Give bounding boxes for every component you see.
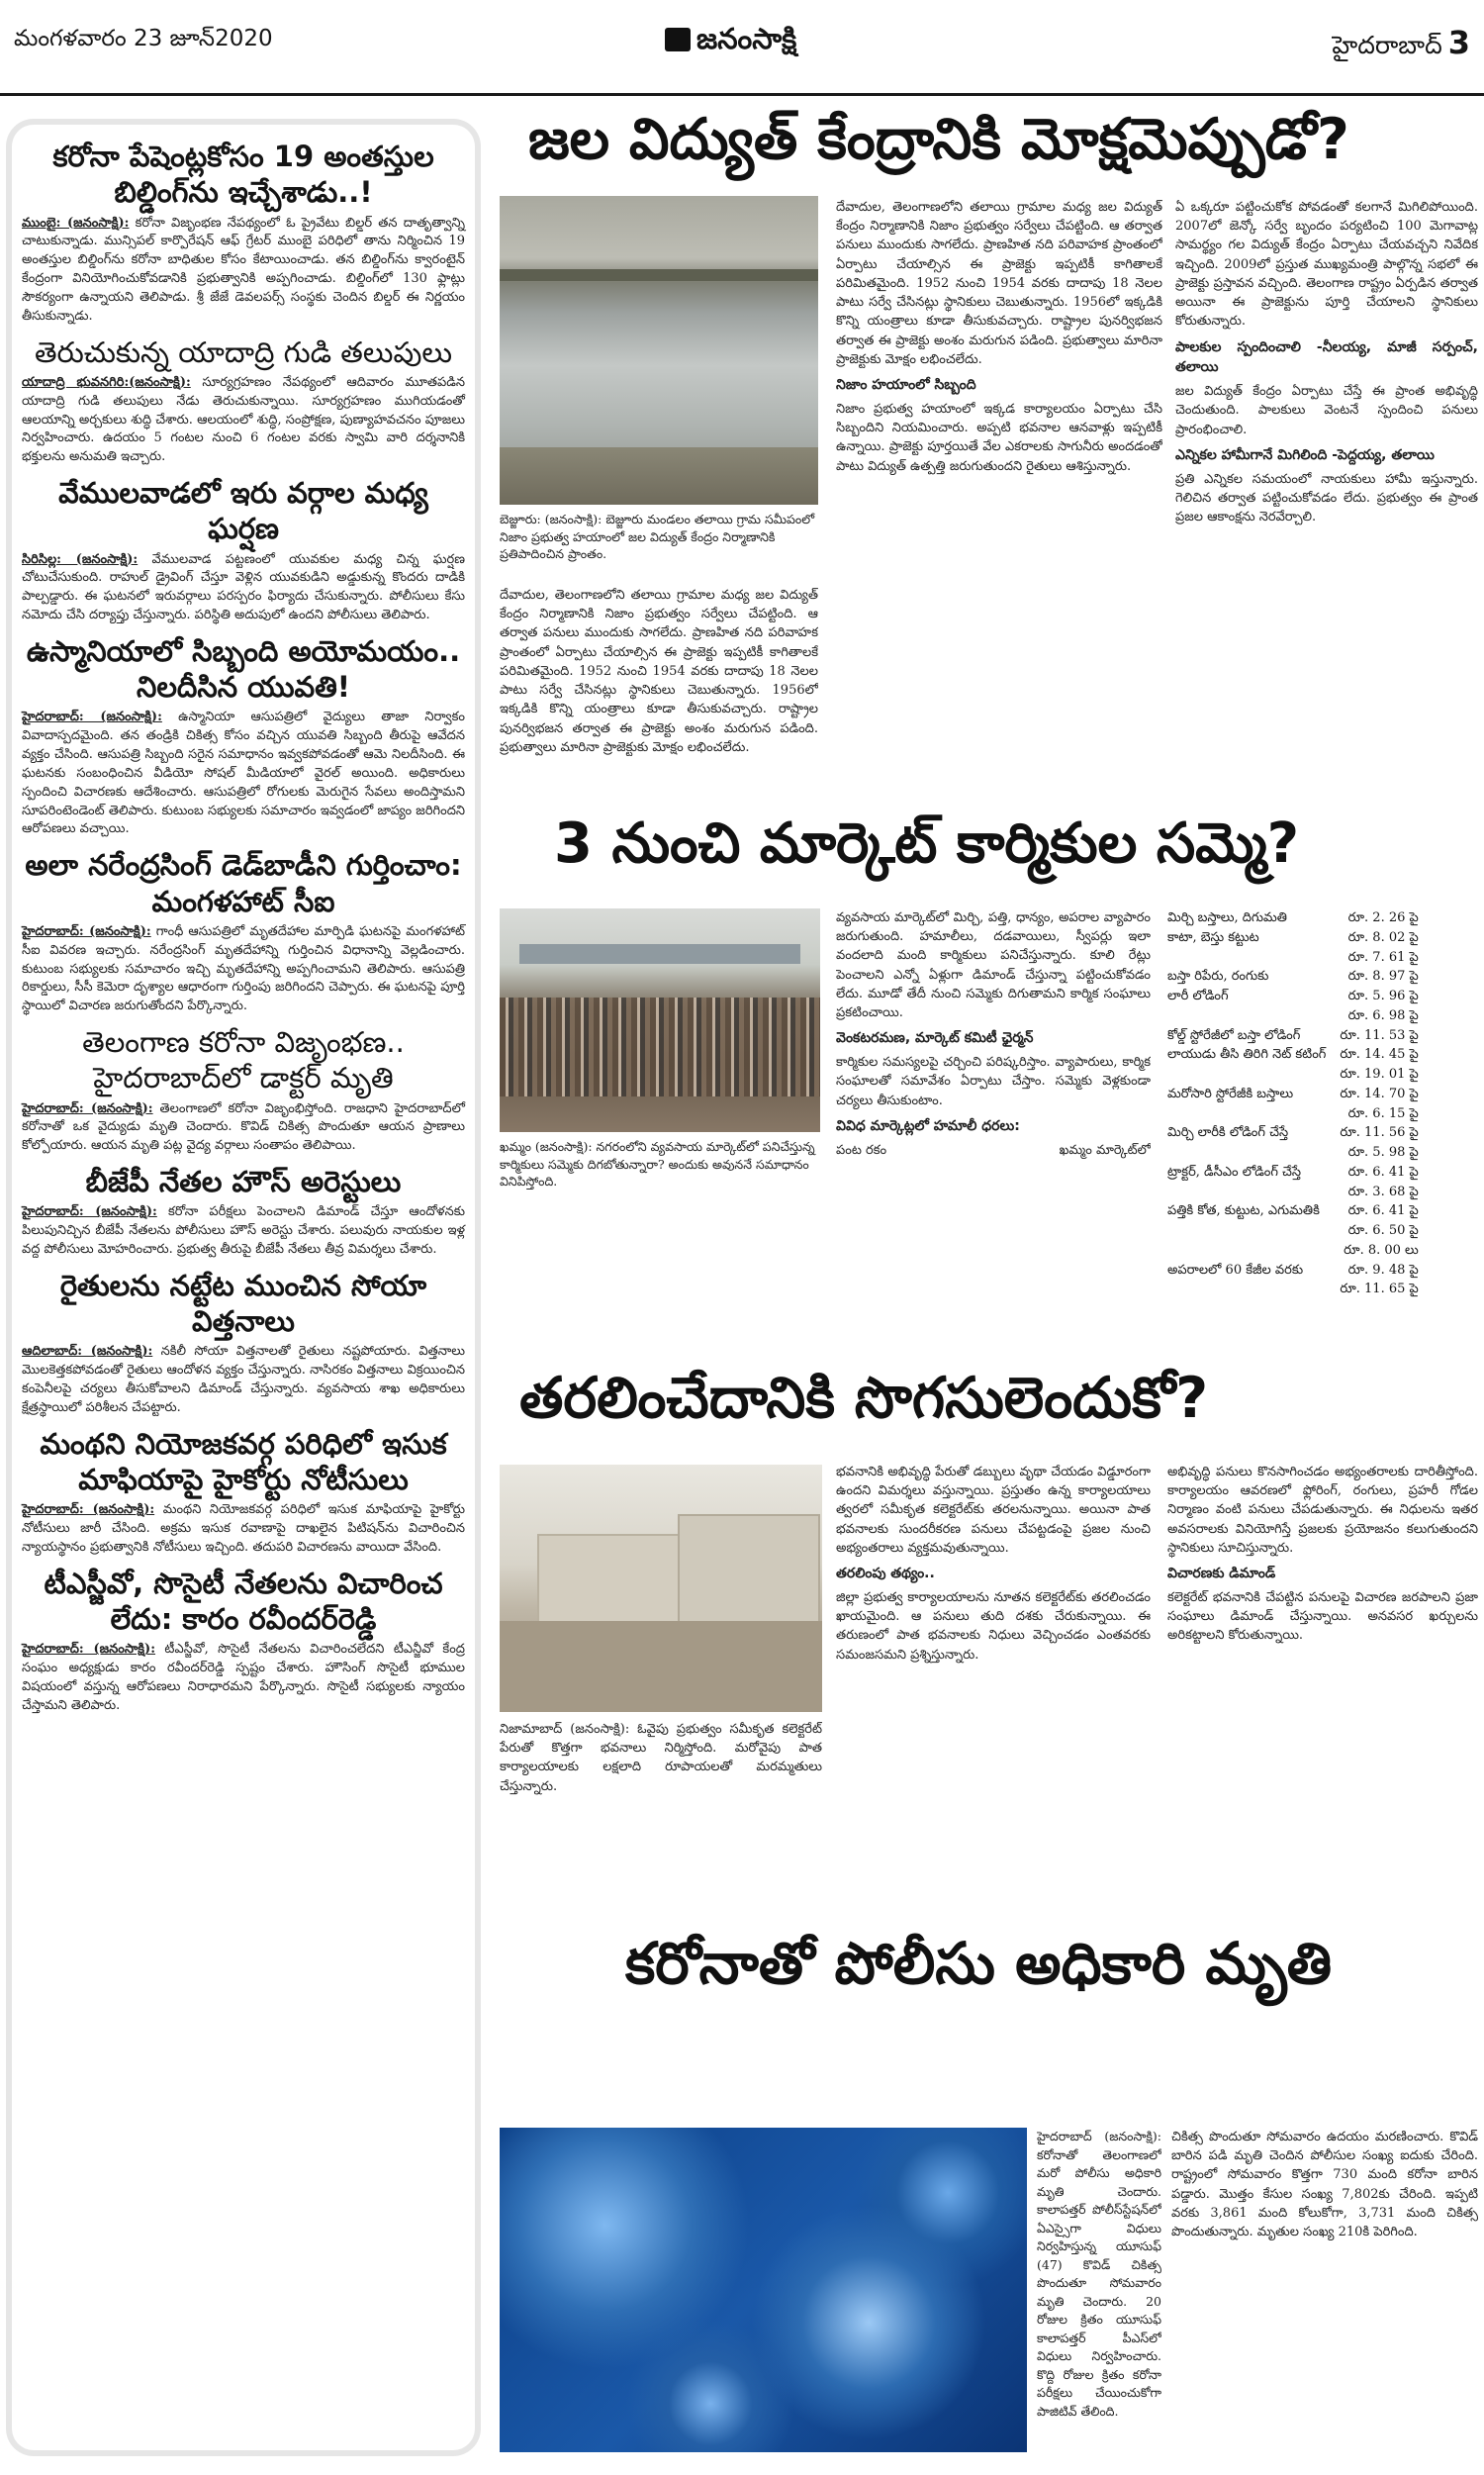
price-item bbox=[1167, 1065, 1332, 1085]
story-paragraph: ఏ ఒక్కరూ పట్టించుకోక పోవడంతో కలగానే మిగిలిపోయింది. 2007లో జెన్కో సర్వే బృందం పర్యటించి 100 మెగావాట్ల సామర్థ్యం గల విద్యుత్ కేంద్రం ఏర్పాటు చేయవచ్చని నివేదిక ఇచ్చింది. 2009లో ప్రస్తుత ముఖ్యమంత్రి పాల్గొన్న సభలో ఈ ప్రాజెక్టు ప్రస్తావన వచ్చింది. తెలంగాణ రాష్ట్రం ఏర్పడిన తర్వాత అయినా ఈ ప్రాజెక్టును పూర్తి చేయాలని స్థానికులు కోరుతున్నారు. bbox=[1175, 200, 1478, 330]
photo-caption: ఖమ్మం (జనంసాక్షి): నగరంలోని వ్యవసాయ మార్కెట్‌లో పనిచేస్తున్న కార్మికులు సమ్మెకు దిగబోతున్నారా? అందుకు అవుననే సమాధానం వినిపిస్తోంది. bbox=[500, 1139, 815, 1189]
office-building-photo bbox=[500, 1465, 822, 1712]
virus-illustration bbox=[500, 2128, 1027, 2452]
sidebar-article bbox=[22, 633, 465, 839]
article-headline: వేములవాడలో ఇరు వర్గాల మధ్య ఘర్షణ bbox=[58, 476, 428, 546]
article-body bbox=[22, 1501, 465, 1558]
price-row bbox=[1167, 928, 1425, 948]
price-row bbox=[1167, 1261, 1425, 1281]
price-rate: రూ. 11. 65 పై bbox=[1340, 1282, 1419, 1297]
article-body bbox=[22, 374, 465, 467]
article-headline: టీఎస్జీవో, సొసైటీ నేతలను విచారించ లేదు: కారం రవీందర్‌రెడ్డి bbox=[44, 1566, 443, 1636]
price-item: అపరాలలో 60 కేజీల వరకు bbox=[1167, 1262, 1304, 1278]
price-row bbox=[1167, 1241, 1425, 1261]
article-headline: తెరుచుకున్న యాదాద్రి గుడి తలుపులు bbox=[35, 334, 452, 369]
article-headline: కరోనా పేషెంట్లకోసం 19 అంతస్తుల బిల్డింగ్‌ను ఇచ్చేశాడు..! bbox=[52, 140, 434, 210]
dateline: ముంబై: (జనంసాక్షి): bbox=[22, 215, 130, 231]
story-subhead: తరలింపు తథ్యం.. bbox=[836, 1566, 935, 1582]
logo-icon bbox=[665, 28, 691, 51]
article-body bbox=[22, 1641, 465, 1715]
price-rate: రూ. 6. 41 పై bbox=[1347, 1164, 1419, 1180]
story-subhead: నిజాం హయాంలో సిబ్బంది bbox=[836, 377, 976, 394]
photo-caption: బెజ్జూరు: (జనంసాక్షి): బెజ్జూరు మండలం తలాయి గ్రామ సమీపంలో నిజాం ప్రభుత్వ హయాంలో జల విద్యుత్ కేంద్రం నిర్మాణానికి ప్రతిపాదించిన ప్రాంతం. bbox=[500, 512, 815, 561]
dateline: హైదరాబాద్: (జనంసాక్షి): bbox=[22, 710, 162, 725]
article-headline: బీజేపీ నేతల హౌస్ అరెస్టులు bbox=[85, 1165, 402, 1199]
photo-ground bbox=[500, 1621, 822, 1712]
article-text: గాంధీ ఆసుపత్రిలో మృతదేహాల మార్పిడి ఘటనపై మంగళహాట్ సీఐ వివరణ ఇచ్చారు. నరేంద్రసింగ్ మృతదేహాన్ని గుర్తించిన విధానాన్ని వెల్లడించారు. కుటుంబ సభ్యులకు సమాచారం ఇచ్చి మృతదేహాన్ని అప్పగించామని తెలిపారు. ఆసుపత్రి రికార్డులు, సీసీ కెమెరా దృశ్యాల ఆధారంగా గుర్తింపు జరిగిందని చెప్పారు. ఈ ఘటనపై పూర్తి స్థాయిలో విచారణ జరుగుతోందని పేర్కొన్నారు. bbox=[22, 923, 465, 1014]
price-rate: రూ. 6. 15 పై bbox=[1347, 1105, 1419, 1121]
price-table-caption bbox=[836, 1141, 1151, 1160]
table-caption-right: ఖమ్మం మార్కెట్‌లో bbox=[1059, 1142, 1151, 1158]
story-column bbox=[1037, 2128, 1161, 2454]
story-headline: 3 నుంచి మార్కెట్ కార్మికుల సమ్మె? bbox=[554, 811, 1300, 876]
story-column bbox=[836, 1463, 1151, 1913]
wage-rate-table bbox=[1167, 908, 1478, 1299]
photo-building-wall bbox=[678, 1514, 820, 1625]
story-paragraph: జల విద్యుత్ కేంద్రం ఏర్పాటు చేస్తే ఈ ప్రాంత అభివృద్ధి చెందుతుంది. పాలకులు వెంటనే స్పందించి పనులు ప్రారంభించాలి. bbox=[1175, 384, 1478, 437]
price-row bbox=[1167, 1143, 1425, 1163]
sidebar-article bbox=[22, 334, 465, 467]
story-headline: జల విద్యుత్ కేంద్రానికి మోక్షమెప్పుడో? bbox=[528, 107, 1349, 172]
masthead-bar bbox=[0, 0, 1484, 96]
price-row bbox=[1167, 908, 1425, 928]
price-rate: రూ. 3. 68 పై bbox=[1347, 1184, 1419, 1199]
article-body bbox=[22, 215, 465, 327]
article-body bbox=[22, 551, 465, 625]
price-rate: రూ. 9. 48 పై bbox=[1347, 1262, 1419, 1278]
story-paragraph: అభివృద్ధి పనులు కొనసాగించడం అభ్యంతరాలకు దారితీస్తోంది. కార్యాలయం ఆవరణలో ఫ్లోరింగ్, రంగులు, ప్రహరీ గోడల నిర్మాణం వంటి పనులు చేపడుతున్నారు. ఈ నిధులను ఇతర అవసరాలకు వినియోగిస్తే ప్రజలకు ప్రయోజనం కలుగుతుందని స్థానికులు సూచిస్తున్నారు. bbox=[1167, 1465, 1478, 1556]
article-text: కరోనా విజృంభణ నేపథ్యంలో ఓ ప్రైవేటు బిల్డర్ తన దాతృత్వాన్ని చాటుకున్నాడు. మున్సిపల్ కార్పొరేషన్ ఆఫ్ గ్రేటర్ ముంబై పరిధిలో తాను నిర్మించిన 19 అంతస్తుల బిల్డింగ్‌ను కరోనా బాధితుల కోసం కేటాయించాడు. తన బిల్డింగ్‌ను క్వారంటైన్ కేంద్రంగా వినియోగించుకోవడానికి ప్రభుత్వానికి అప్పగించాడు. బిల్డింగ్‌లో 130 ఫ్లాట్లు సౌకర్యంగా ఉన్నాయని తెలిపాడు. శ్రీ జేజే డెవలపర్స్ సంస్థకు చెందిన బిల్డర్ ఈ నిర్ణయం తీసుకున్నాడు. bbox=[22, 215, 465, 324]
story-column bbox=[1171, 2128, 1478, 2454]
price-rate: రూ. 11. 56 పై bbox=[1340, 1125, 1419, 1141]
issue-date: మంగళవారం 23 జూన్2020 bbox=[14, 26, 273, 51]
sidebar-news-column bbox=[6, 119, 481, 2456]
price-table bbox=[1167, 908, 1425, 1299]
table-caption-left: పంట రకం bbox=[836, 1142, 887, 1158]
price-rate: రూ. 11. 53 పై bbox=[1340, 1027, 1419, 1043]
story-paragraph: కార్మికుల సమస్యలపై చర్చించి పరిష్కరిస్తాం. వ్యాపారులు, కార్మిక సంఘాలతో సమావేశం ఏర్పాటు చేస్తాం. సమ్మెకు వెళ్లకుండా చర్యలు తీసుకుంటాం. bbox=[836, 1055, 1151, 1108]
price-rate: రూ. 8. 97 పై bbox=[1347, 969, 1419, 985]
article-body bbox=[22, 1343, 465, 1417]
price-item bbox=[1167, 1280, 1332, 1299]
price-item bbox=[1167, 1104, 1332, 1124]
article-text: సూర్యగ్రహణం నేపథ్యంలో ఆదివారం మూతపడిన యాదాద్రి గుడి తలుపులు నేడు తెరుచుకున్నాయి. సూర్యగ్రహణం ముగియడంతో ఆలయాన్ని అర్చకులు శుద్ధి చేశారు. ఆలయంలో శుద్ధి, సంప్రోక్షణ, పుణ్యాహవచనం పూజలు నిర్వహించారు. ఉదయం 5 గంటల నుంచి 6 గంటల వరకు స్వామి వారి దర్శనానికి భక్తులను అనుమతి ఇచ్చారు. bbox=[22, 374, 465, 465]
price-rate: రూ. 19. 01 పై bbox=[1340, 1067, 1419, 1082]
sidebar-article bbox=[22, 1566, 465, 1716]
article-text: తెలంగాణలో కరోనా విజృంభిస్తోంది. రాజధాని హైదరాబాద్‌లో కరోనాతో ఒక వైద్యుడు మృతి చెందారు. కొవిడ్ చికిత్స పొందుతూ ఆయన ప్రాణాలు కోల్పోయారు. ఆయన మృతి పట్ల వైద్య వర్గాలు సంతాపం తెలిపాయి. bbox=[22, 1100, 465, 1154]
price-item bbox=[1167, 1183, 1332, 1202]
sidebar-article bbox=[22, 1164, 465, 1260]
story-headline: తరలించేదానికి సొగసులెందుకో? bbox=[519, 1366, 1209, 1431]
story-paragraph: నిజాం ప్రభుత్వ హయాంలో ఇక్కడ కార్యాలయం ఏర్పాటు చేసి సిబ్బందిని నియమించారు. అప్పటి భవనాల ఆనవాళ్లు ఇప్పటికీ ఉన్నాయి. ప్రాజెక్టు పూర్తయితే వేల ఎకరాలకు సాగునీరు అందడంతో పాటు విద్యుత్ ఉత్పత్తి జరుగుతుందని రైతులు ఆశిస్తున్నారు. bbox=[836, 401, 1162, 474]
dateline: హైదరాబాద్: (జనంసాక్షి): bbox=[22, 1642, 156, 1658]
price-row bbox=[1167, 1221, 1425, 1241]
price-item: కాటా, బెస్తు కట్టుట bbox=[1167, 929, 1259, 945]
sidebar-article bbox=[22, 1268, 465, 1418]
dateline: హైదరాబాద్: (జనంసాక్షి): bbox=[22, 1502, 155, 1518]
price-rate: రూ. 2. 26 పై bbox=[1347, 910, 1419, 925]
market-photo bbox=[500, 908, 820, 1132]
article-text: టీఎస్జీవో, సొసైటీ నేతలను విచారించలేదని టీఎన్జీవో కేంద్ర సంఘం అధ్యక్షుడు కారం రవీందర్‌రెడ్డి స్పష్టం చేశారు. హౌసింగ్ సొసైటీ భూముల విషయంలో వస్తున్న ఆరోపణలు నిరాధారమని పేర్కొన్నారు. సొసైటీ సభ్యులకు న్యాయం చేస్తామని తెలిపారు. bbox=[22, 1642, 465, 1713]
article-text: నకిలీ సోయా విత్తనాలతో రైతులు నష్టపోయారు. విత్తనాలు మొలకెత్తకపోవడంతో రైతులు ఆందోళన వ్యక్తం చేస్తున్నారు. నాసిరకం విత్తనాలు విక్రయించిన కంపెనీలపై చర్యలు తీసుకోవాలని డిమాండ్ చేస్తున్నారు. వ్యవసాయ శాఖ అధికారులు క్షేత్రస్థాయిలో పరిశీలన చేపట్టారు. bbox=[22, 1344, 465, 1415]
price-row bbox=[1167, 1065, 1425, 1085]
price-item: పత్తికి కోత, కుట్టుట, ఎగుమతికి bbox=[1167, 1203, 1320, 1219]
article-headline: రైతులను నట్టేట ముంచిన సోయా విత్తనాలు bbox=[59, 1268, 427, 1339]
sidebar-article bbox=[22, 139, 465, 327]
edition-city bbox=[1332, 24, 1470, 66]
story-paragraph: కలెక్టరేట్ భవనానికి చేపట్టిన పనులపై విచారణ జరపాలని ప్రజా సంఘాలు డిమాండ్ చేస్తున్నాయి. అనవసర ఖర్చులను అరికట్టాలని కోరుతున్నాయి. bbox=[1167, 1589, 1478, 1644]
article-headline: ఉస్మానియాలో సిబ్బంది అయోమయం.. నిలదీసిన యువతి! bbox=[26, 633, 461, 705]
story-column bbox=[836, 198, 1162, 797]
article-body bbox=[22, 1100, 465, 1157]
article-body bbox=[22, 709, 465, 839]
story-paragraph: వ్యవసాయ మార్కెట్‌లో మిర్చి, పత్తి, ధాన్యం, అపరాల వ్యాపారం జరుగుతుంది. హమాలీలు, దడవాయిలు, స్వీపర్లు ఇలా వందలాది మంది కార్మికులు పనిచేస్తున్నారు. కూలి రేట్లు పెంచాలని ఎన్నో ఏళ్లుగా డిమాండ్ చేస్తున్నా పట్టించుకోవడం లేదు. మూడో తేదీ నుంచి సమ్మెకు దిగుతామని కార్మిక సంఘాలు ప్రకటించాయి. bbox=[836, 910, 1151, 1021]
price-item: కోల్డ్ స్టోరేజీలో బస్తా లోడింగ్ bbox=[1167, 1027, 1301, 1043]
newspaper-name: జనంసాక్షి bbox=[696, 22, 797, 55]
photo-riverbank bbox=[500, 447, 818, 505]
photo-caption: నిజామాబాద్ (జనంసాక్షి): ఓవైపు ప్రభుత్వం సమీకృత కలెక్టరేట్ పేరుతో కొత్తగా భవనాలు నిర్మిస్తోంది. మరోవైపు పాత కార్యాలయాలకు లక్షలాది రూపాయలతో మరమ్మతులు చేస్తున్నారు. bbox=[500, 1722, 822, 1794]
price-rate: రూ. 7. 61 పై bbox=[1347, 949, 1419, 965]
price-rate: రూ. 14. 45 పై bbox=[1340, 1047, 1419, 1063]
story-paragraph: జిల్లా ప్రభుత్వ కార్యాలయాలను నూతన కలెక్టరేట్‌కు తరలించడం ఖాయమైంది. ఆ పనులు తుది దశకు చేరుకున్నాయి. ఈ తరుణంలో పాత భవనాలకు నిధులు వెచ్చించడం ఎంతవరకు సమంజసమని ప్రశ్నిస్తున్నారు. bbox=[836, 1589, 1151, 1663]
article-text: కరోనా పరీక్షలు పెంచాలని డిమాండ్ చేస్తూ ఆందోళనకు పిలుపునిచ్చిన బీజేపీ నేతలను పోలీసులు హౌస్ అరెస్టు చేశారు. పలువురు నాయకుల ఇళ్ల వద్ద పోలీసులు మోహరించారు. ప్రభుత్వ తీరుపై బీజేపీ నేతలు తీవ్ర విమర్శలు చేశారు. bbox=[22, 1204, 465, 1257]
story-paragraph: హైదరాబాద్ (జనంసాక్షి): కరోనాతో తెలంగాణలో మరో పోలీసు అధికారి మృతి చెందారు. కాలాపత్తర్ పోలీస్‌స్టేషన్‌లో ఏఎస్సైగా విధులు నిర్వహిస్తున్న యూసుఫ్ (47) కొవిడ్ చికిత్స పొందుతూ సోమవారం మృతి చెందారు. 20 రోజుల క్రితం యూసుఫ్ కాలాపత్తర్ పీఎస్‌లో విధులు నిర్వహించారు. కొద్ది రోజుల క్రితం కరోనా పరీక్షలు చేయించుకోగా పాజిటివ్ తేలింది. bbox=[1037, 2129, 1161, 2419]
reservoir-photo bbox=[500, 196, 818, 505]
price-rate: రూ. 6. 98 పై bbox=[1347, 1007, 1419, 1023]
price-row bbox=[1167, 987, 1425, 1006]
article-text: మంథని నియోజకవర్గ పరిధిలో ఇసుక మాఫియాపై హైకోర్టు నోటీసులు జారీ చేసింది. అక్రమ ఇసుక రవాణాపై దాఖలైన పిటిషన్‌ను విచారించిన న్యాయస్థానం ప్రభుత్వానికి నోటీసులు ఇచ్చింది. తదుపరి విచారణను వాయిదా వేసింది. bbox=[22, 1502, 465, 1555]
price-row bbox=[1167, 1045, 1425, 1065]
city-name: హైదరాబాద్ bbox=[1332, 31, 1442, 59]
price-rate: రూ. 6. 41 పై bbox=[1347, 1203, 1419, 1219]
sidebar-article bbox=[22, 847, 465, 1016]
story-subhead: వివిధ మార్కెట్లలో హమాలీ ధరలు: bbox=[836, 1117, 1020, 1134]
story-subhead: పాలకుల స్పందించాలి -నీలయ్య, మాజీ సర్పంచ్, తలాయి bbox=[1175, 338, 1478, 376]
sidebar-article bbox=[22, 1024, 465, 1156]
price-item bbox=[1167, 948, 1332, 968]
sidebar-article bbox=[22, 475, 465, 625]
article-body bbox=[22, 923, 465, 1016]
story-column bbox=[500, 1720, 822, 1913]
price-item: బస్తా రిపేరు, రంగుకు bbox=[1167, 969, 1269, 985]
page-number: 3 bbox=[1447, 24, 1470, 61]
newspaper-logo bbox=[665, 22, 796, 63]
article-headline: అలా నరేంద్రసింగ్ డెడ్‌బాడీని గుర్తించాం: మంగళహాట్ సీఐ bbox=[25, 848, 462, 918]
price-row bbox=[1167, 1280, 1425, 1299]
price-row bbox=[1167, 1183, 1425, 1202]
story-paragraph: ప్రతి ఎన్నికల సమయంలో నాయకులు హామీ ఇస్తున్నారు. గెలిచిన తర్వాత పట్టించుకోవడం లేదు. ప్రభుత్వం ఈ ప్రాంత ప్రజల ఆకాంక్షను నెరవేర్చాలి. bbox=[1175, 471, 1478, 524]
sidebar-article bbox=[22, 1426, 465, 1558]
price-rate: రూ. 14. 70 పై bbox=[1340, 1086, 1419, 1101]
dateline: సిరిసిల్ల: (జనంసాక్షి): bbox=[22, 551, 139, 567]
price-row bbox=[1167, 948, 1425, 968]
price-item bbox=[1167, 1221, 1332, 1241]
story-column bbox=[1175, 198, 1478, 797]
price-item: మిర్చి లారీకి లోడింగ్ చేస్తే bbox=[1167, 1125, 1289, 1141]
price-item: మిర్చి బస్తాలు, దిగుమతి bbox=[1167, 910, 1287, 925]
dateline: హైదరాబాద్: (జనంసాక్షి): bbox=[22, 923, 151, 939]
story-subhead: విచారణకు డిమాండ్ bbox=[1167, 1566, 1276, 1582]
price-item: లారీ లోడింగ్ bbox=[1167, 989, 1229, 1003]
price-item bbox=[1167, 1241, 1332, 1261]
price-row bbox=[1167, 1201, 1425, 1221]
photo-crowd bbox=[500, 998, 820, 1096]
price-row bbox=[1167, 1026, 1425, 1046]
price-rate: రూ. 8. 02 పై bbox=[1347, 929, 1419, 945]
price-item: లాయుడు తీసి తిరిగి నెట్ కటింగ్ bbox=[1167, 1047, 1327, 1063]
story-headline: కరోనాతో పోలీసు అధికారి మృతి bbox=[625, 1930, 1333, 1997]
price-row bbox=[1167, 1085, 1425, 1104]
photo-shed-roof bbox=[519, 944, 800, 964]
article-headline: తెలంగాణ కరోనా విజృంభణ.. హైదరాబాద్‌లో డాక్టర్ మృతి bbox=[82, 1025, 405, 1095]
story-paragraph: దేవాదుల, తెలంగాణలోని తలాయి గ్రామాల మధ్య జల విద్యుత్ కేంద్రం నిర్మాణానికి నిజాం ప్రభుత్వం సర్వేలు చేపట్టింది. ఆ తర్వాత పనులు ముందుకు సాగలేదు. ప్రాణహిత నది పరివాహక ప్రాంతంలో ఏర్పాటు చేయాల్సిన ఈ ప్రాజెక్టు ఇప్పటికీ కాగితాలకే పరిమితమైంది. 1952 నుంచి 1954 వరకు దాదాపు 18 నెలల పాటు సర్వే చేసినట్లు స్థానికులు చెబుతున్నారు. 1956లో ఇక్కడికి కొన్ని యంత్రాలు కూడా తీసుకువచ్చారు. రాష్ట్రాల పునర్విభజన తర్వాత ఈ ప్రాజెక్టు అంశం మరుగున పడింది. ప్రభుత్వాలు మారినా ప్రాజెక్టుకు మోక్షం లభించలేదు. bbox=[836, 200, 1162, 367]
story-subhead: వెంకటరమణ, మార్కెట్ కమిటీ ఛైర్మన్ bbox=[836, 1030, 1034, 1047]
photo-shoreline bbox=[500, 269, 818, 281]
dateline: యాదాద్రి భువనగిరి:(జనంసాక్షి): bbox=[22, 374, 191, 390]
price-rate: రూ. 8. 00 లు bbox=[1344, 1242, 1419, 1258]
article-headline: మంథని నియోజకవర్గ పరిధిలో ఇసుక మాఫియాపై హైకోర్టు నోటీసులు bbox=[40, 1426, 447, 1496]
story-column bbox=[836, 908, 1151, 1344]
price-row bbox=[1167, 1163, 1425, 1183]
article-text: ఉస్మానియా ఆసుపత్రిలో వైద్యులు తాజా నిర్వాకం వివాదాస్పదమైంది. తన తండ్రికి చికిత్స కోసం వచ్చిన యువతి సిబ్బంది తీరుపై ఆవేదన వ్యక్తం చేసింది. ఆసుపత్రి సిబ్బంది సరైన సమాధానం ఇవ్వకపోవడంతో ఆమె నిలదీసింది. ఈ ఘటనకు సంబంధించిన వీడియో సోషల్ మీడియాలో వైరల్ అయింది. అధికారులు స్పందించి విచారణకు ఆదేశించారు. ఆసుపత్రిలో రోగులకు మెరుగైన సేవలు అందిస్తామని సూపరింటెండెంట్ తెలిపారు. కుటుంబ సభ్యులకు సమాచారం ఇవ్వడంలో జాప్యం జరిగిందని ఆరోపణలు వచ్చాయి. bbox=[22, 710, 465, 837]
story-paragraph: భవనానికి అభివృద్ధి పేరుతో డబ్బులు వృథా చేయడం విడ్డూరంగా ఉందని విమర్శలు వస్తున్నాయి. ప్రస్తుతం ఉన్న కార్యాలయాలు త్వరలో సమీకృత కలెక్టరేట్‌కు తరలనున్నాయి. అయినా పాత భవనాలకు సుందరీకరణ పనులు చేపట్టడంపై ప్రజల నుంచి అభ్యంతరాలు వ్యక్తమవుతున్నాయి. bbox=[836, 1465, 1151, 1556]
story-column bbox=[1167, 1463, 1478, 1913]
story-subhead: ఎన్నికల హామీగానే మిగిలింది -పెద్దయ్య, తలాయి bbox=[1175, 446, 1435, 463]
price-item bbox=[1167, 1006, 1332, 1026]
price-item: ట్రాక్టర్, డీసీఎం లోడింగ్ చేస్తే bbox=[1167, 1164, 1302, 1180]
sidebar-inner bbox=[12, 125, 475, 2450]
story-paragraph: చికిత్స పొందుతూ సోమవారం ఉదయం మరణించారు. కొవిడ్ బారిన పడి మృతి చెందిన పోలీసుల సంఖ్య ఐదుకు చేరింది. రాష్ట్రంలో సోమవారం కొత్తగా 730 మంది కరోనా బారిన పడ్డారు. మొత్తం కేసుల సంఖ్య 7,802కు చేరింది. ఇప్పటి వరకు 3,861 మంది కోలుకోగా, 3,731 మంది చికిత్స పొందుతున్నారు. మృతుల సంఖ్య 210కి పెరిగింది. bbox=[1171, 2130, 1478, 2240]
price-item: మరోసారి స్టోరేజీకి బస్తాలు bbox=[1167, 1086, 1294, 1101]
dateline: ఆదిలాబాద్: (జనంసాక్షి): bbox=[22, 1344, 153, 1360]
article-text: వేములవాడ పట్టణంలో యువకుల మధ్య చిన్న ఘర్షణ చోటుచేసుకుంది. రాహుల్ డ్రైవింగ్ చేస్తూ వెళ్లిన యువకుడిని అడ్డుకున్న కొందరు దాడికి పాల్పడ్డారు. ఈ ఘటనలో ఇరువర్గాలు పరస్పరం ఫిర్యాదు చేసుకున్నారు. పోలీసులు కేసు నమోదు చేసి దర్యాప్తు చేస్తున్నారు. పరిస్థితి అదుపులో ఉందని పోలీసులు తెలిపారు. bbox=[22, 551, 465, 623]
price-item bbox=[1167, 1143, 1332, 1163]
story-column bbox=[500, 586, 818, 794]
dateline: హైదరాబాద్: (జనంసాక్షి): bbox=[22, 1100, 153, 1116]
price-rate: రూ. 6. 50 పై bbox=[1347, 1223, 1419, 1238]
article-body bbox=[22, 1203, 465, 1260]
price-row bbox=[1167, 1006, 1425, 1026]
price-row bbox=[1167, 1123, 1425, 1143]
price-rate: రూ. 5. 98 పై bbox=[1347, 1145, 1419, 1160]
dateline: హైదరాబాద్: (జనంసాక్షి): bbox=[22, 1204, 157, 1220]
price-rate: రూ. 5. 96 పై bbox=[1347, 989, 1419, 1003]
story-paragraph: దేవాదుల, తెలంగాణలోని తలాయి గ్రామాల మధ్య జల విద్యుత్ కేంద్రం నిర్మాణానికి నిజాం ప్రభుత్వం సర్వేలు చేపట్టింది. ఆ తర్వాత పనులు ముందుకు సాగలేదు. ప్రాణహిత నది పరివాహక ప్రాంతంలో ఏర్పాటు చేయాల్సిన ఈ ప్రాజెక్టు ఇప్పటికీ కాగితాలకే పరిమితమైంది. 1952 నుంచి 1954 వరకు దాదాపు 18 నెలల పాటు సర్వే చేసినట్లు స్థానికులు చెబుతున్నారు. 1956లో ఇక్కడికి కొన్ని యంత్రాలు కూడా తీసుకువచ్చారు. రాష్ట్రాల పునర్విభజన తర్వాత ఈ ప్రాజెక్టు అంశం మరుగున పడింది. ప్రభుత్వాలు మారినా ప్రాజెక్టుకు మోక్షం లభించలేదు. bbox=[500, 588, 818, 755]
price-row bbox=[1167, 1104, 1425, 1124]
price-row bbox=[1167, 967, 1425, 987]
